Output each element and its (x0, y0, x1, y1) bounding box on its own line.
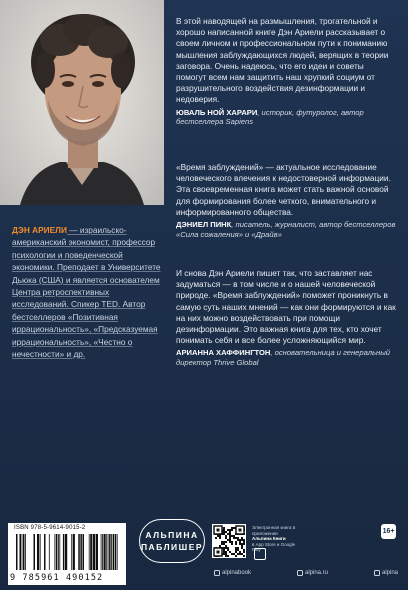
author-bio: — израильско-американский экономист, профессор психологии и поведенческой экономики. Преподает в Университете Дьюка (США) и является основателем Центра ретроспективных исследований. Спикер TED. Автор бестселлеров «Позитивная иррациональность», «Предсказуемая иррациональность», «Честно о нечестности» и др. (12, 225, 161, 360)
barcode-number: 9 785961 490152 (10, 573, 104, 583)
quote-attribution (176, 108, 396, 128)
author-name: ДЭН АРИЕЛИ (12, 225, 67, 235)
quote-attribution (176, 348, 396, 368)
quote-block-huffington (176, 268, 396, 368)
author-bio-block (12, 224, 164, 360)
quote-text: В этой наводящей на размышления, трогательной и хорошо написанной книге Дэн Ариели рассказывает о своем личном и профессиональном пути к пониманию мышления заблуждающихся людей, верящих в теории заговора. Очень надеюсь, что его идеи и советы помогут всем нам защитить наш хрупкий социум от разрушительного воздействия дезинформации и недоверия. (176, 16, 389, 105)
ebook-text: Электронная книга в приложении (252, 525, 296, 536)
isbn-label: ISBN 978-5-9614-9015-2 (14, 525, 86, 531)
author-portrait-illustration (0, 0, 164, 205)
social-label: alpina (381, 570, 398, 576)
quote-author-name: АРИАННА ХАФФИНГТОН (176, 348, 271, 358)
ebook-stores: в App Store и Google Play (252, 541, 296, 553)
social-site (297, 570, 328, 576)
quote-author-role: , писатель, журналист, автор бестселлеров «Сила сожаления» и «Драйв» (176, 220, 396, 239)
quote-attribution (176, 220, 396, 240)
ebook-app-name: Альпина Книги (252, 536, 286, 542)
publisher-logo-line2: ПАБЛИШЕР (140, 542, 204, 552)
social-telegram (374, 570, 398, 576)
quote-block-harari (176, 16, 396, 127)
social-label: alpina.ru (305, 570, 329, 576)
barcode-area (8, 523, 126, 585)
quote-text: «Время заблуждений» — актуальное исследование человеческого влечения к недостоверной информации. Эта своевременная книга может стать важной основой для формирования более четкого, внимательного и информированного общества. (176, 162, 391, 217)
quote-block-pink (176, 162, 396, 240)
publisher-logo (139, 519, 205, 563)
social-vk (214, 570, 251, 576)
app-icon (254, 548, 266, 560)
quote-author-name: ЮВАЛЬ НОЙ ХАРАРИ (176, 107, 258, 117)
vk-icon (214, 570, 220, 576)
social-label: alpinabook (222, 570, 252, 576)
age-rating-badge: 16+ (381, 524, 396, 539)
quote-text: И снова Дэн Ариели пишет так, что заставляет нас задуматься — в том числе и о нашей человеческой природе. «Время заблуждений» поможет проникнуть в самую суть наших мнений — как они формируются и как на них можно воздействовать при помощи дезинформации. Это важная книга для тех, кто хочет понимать себя и все более усложняющийся мир. (176, 268, 396, 346)
quote-author-name: ДЭНИЕЛ ПИНК (176, 220, 232, 230)
barcode-icon (16, 534, 120, 570)
quote-author-role: , историк, футуролог, автор бестселлера Sapiens (176, 107, 364, 127)
social-links (214, 570, 398, 576)
publisher-logo-line1: АЛЬПИНА (145, 530, 199, 540)
globe-icon (297, 570, 303, 576)
author-photo (0, 0, 164, 205)
qr-code-icon (212, 524, 246, 558)
quote-author-role: , основательница и генеральный директор Thrive Global (176, 348, 391, 368)
telegram-icon (374, 570, 380, 576)
